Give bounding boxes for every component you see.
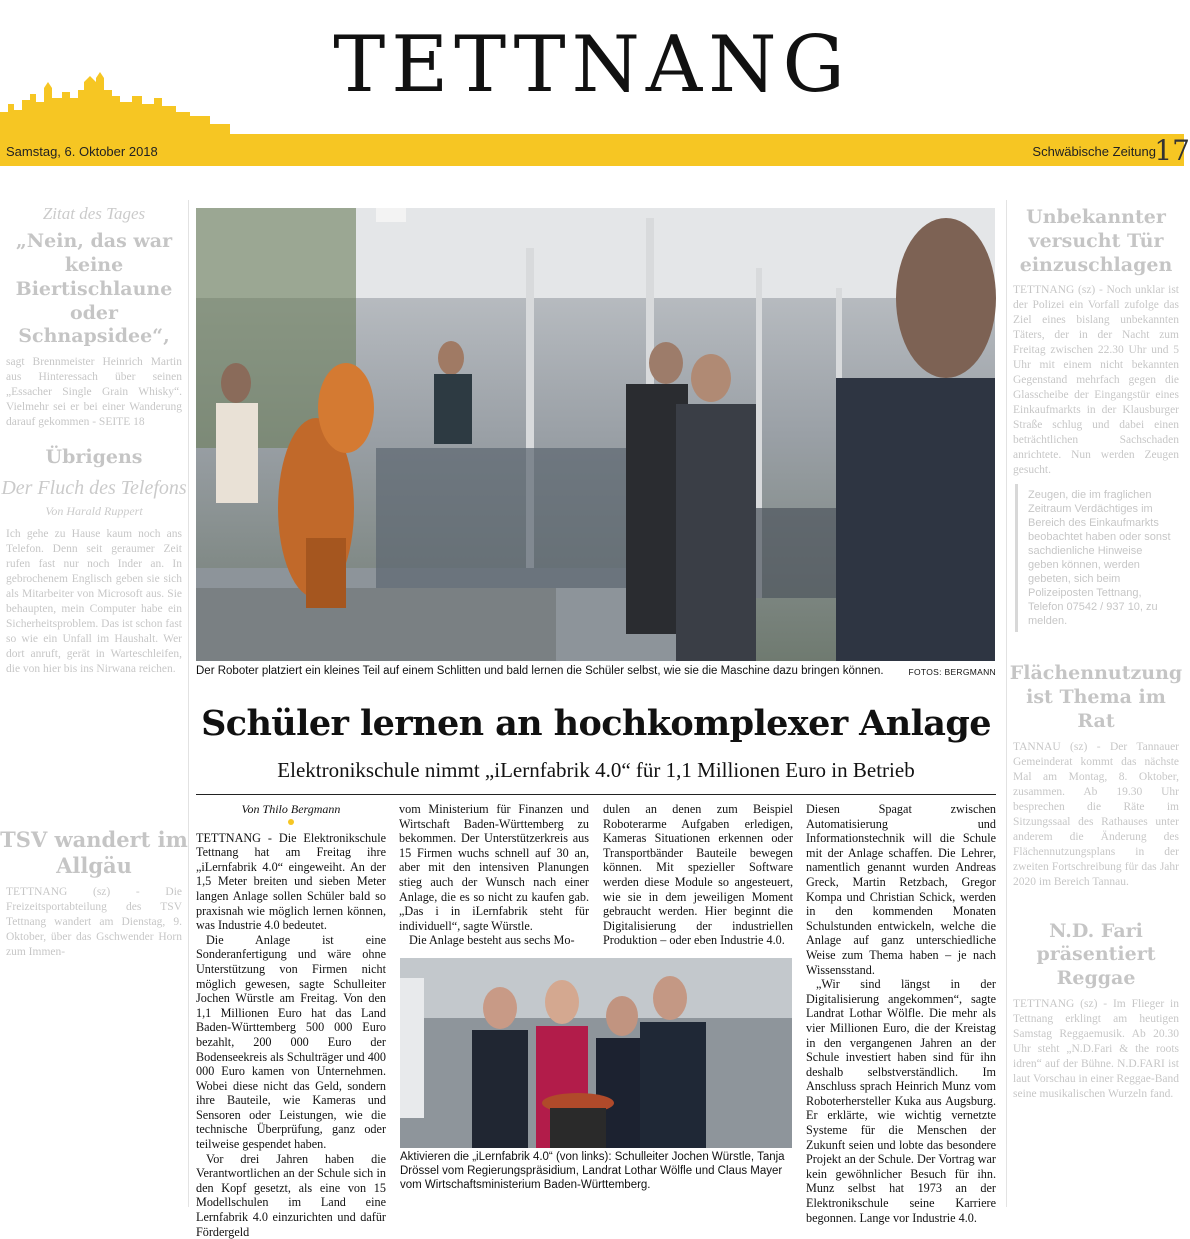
byline-text: Von Thilo Bergmann bbox=[241, 802, 341, 816]
paragraph: „Wir sind längst in der Digitalisierung angekommen“, sagte Landrat Lothar Wölfle. Die mehr als vier Millionen Euro, die der Kreistag in den vergangenen Jahren an der Schule investiert haben sind für ihn deshalb selbstverständlich. Im Anschluss sprach Heinrich Munz vom Roboterhersteller Kuka aus Augsburg. Er erklärte, wie wichtig vernetzte Systeme für die Menschen der Zukunft seien und lobte das besondere Projekt an der Schule. Der Vortrag war kein gewöhnlicher Besuch für ihn. Munz selbst hat 1973 an der Elektronikschule seine Karriere begonnen. Lange vor Industrie 4.0. bbox=[806, 977, 996, 1225]
glosse-title: Der Fluch des Telefons bbox=[1, 476, 187, 499]
headline-rule bbox=[196, 794, 996, 795]
uebrigens-heading: Übrigens bbox=[45, 446, 143, 469]
photo-caption-text: Der Roboter platziert ein kleines Teil auf einem Schlitten und bald lernen die Schüler selbst, wie sie die Maschine dazu bringen können. bbox=[196, 665, 884, 677]
article-column-2 bbox=[399, 802, 589, 948]
page-number: 17 bbox=[1154, 134, 1190, 167]
paragraph: dulen an denen zum Beispiel Roboterarme Aufgaben erledigen, Kameras Situationen erkennen oder Transportbänder Bauteile bewegen können. Mit spezieller Software werden diese Module so angesteuert, wie sie in dem jeweiligen Moment gebraucht werden. Hier beginnt die Digitalisierung der industriellen Produktion – oder eben Industrie 4.0. bbox=[603, 802, 793, 948]
ceremony-photo bbox=[400, 958, 792, 1148]
right-headline-2: Flächennutzung ist Thema im Rat bbox=[1009, 662, 1183, 732]
right-text-2: TANNAU (sz) - Der Tannauer Gemeinderat kommt das nächste Mal am Montag, 8. Oktober, zusammen. Ab 19.30 Uhr besprechen die Räte im Sitzungssaal des Rathauses unter anderem die Änderung des Flächennutzungsplans in der zweiten Fortschreibung für das Jahr 2020 im Bereich Tannau. bbox=[1013, 740, 1179, 888]
left-side-column bbox=[0, 200, 189, 1207]
tsv-text: TETTNANG (sz) - Die Freizeitsportabteilung des TSV Tettnang wandert am Dienstag, 9. Oktober, über das Gschwender Horn zum Immen- bbox=[6, 886, 182, 959]
robot-lab-photo bbox=[196, 208, 995, 661]
quote-attribution: sagt Brennmeister Heinrich Martin aus Hinteressach über seinen „Essacher Single Grain Whisky“. Vielmehr sei er bei einer Wanderung darauf gekommen - SEITE 18 bbox=[6, 356, 182, 429]
photo-credit: FOTOS: BERGMANN bbox=[908, 667, 996, 677]
right-side-column bbox=[1006, 200, 1185, 1207]
glosse-text: Ich gehe zu Hause kaum noch ans Telefon. Denn seit geraumer Zeit rufen fast nur noch Inder an. In gebrochenem Englisch geben sie sich als Mitarbeiter von Microsoft aus. Sie behaupten, mein Computer habe ein Sicherheitsproblem. Das ist schon fast so wie ein Unfall im Haushalt. Wer dort anruft, gerät in Warteschleifen, die von hier bis ins Nirwana reichen. bbox=[6, 527, 182, 675]
article-subheadline: Elektronikschule nimmt „iLernfabrik 4.0“ für 1,1 Millionen Euro in Betrieb bbox=[277, 758, 915, 782]
right-headline-3: N.D. Fari präsentiert Reggae bbox=[1036, 919, 1156, 989]
byline-dot-icon bbox=[288, 819, 294, 825]
article-column-1 bbox=[196, 802, 386, 1239]
witness-box: Zeugen, die im fraglichen Zeitraum Verdächtiges im Bereich des Einkaufmarkts beobachtet haben oder sonst sachdienliche Hinweise geben können, werden gebeten, sich beim Polizeiposten Tettnang, Telefon 07542 / 937 10, zu melden. bbox=[1015, 484, 1177, 632]
article-column-4 bbox=[806, 802, 996, 1225]
paragraph: TETTNANG - Die Elektronikschule Tettnang hat am Freitag ihre „iLernfabrik 4.0“ eingeweiht. An der 1,5 Meter breiten und sieben Meter langen Anlage sollen Schüler bald so praxisnah wie möglich lernen können, was Industrie 4.0 bedeutet. bbox=[196, 830, 386, 933]
newspaper-name: Schwäbische Zeitung bbox=[1032, 144, 1156, 159]
tsv-headline: TSV wandert im Allgäu bbox=[0, 826, 188, 879]
article-column-3 bbox=[603, 802, 793, 948]
newspaper-local-title: TETTNANG bbox=[333, 20, 851, 110]
article-headline: Schüler lernen an hochkomplexer Anlage bbox=[201, 703, 991, 744]
right-headline-1: Unbekannter versucht Tür einzuschlagen bbox=[1019, 206, 1173, 276]
ceremony-photo-caption: Aktivieren die „iLernfabrik 4.0“ (von links): Schulleiter Jochen Würstle, Tanja Drössel vom Regierungspräsidium, Landrat Lothar Wölfle und Claus Mayer vom Wirtschaftsministerium Baden-Württemberg. bbox=[400, 1151, 785, 1191]
town-skyline-logo bbox=[0, 68, 230, 136]
masthead-band bbox=[0, 134, 1184, 166]
article-byline bbox=[196, 802, 386, 825]
paragraph: vom Ministerium für Finanzen und Wirtschaft Baden-Württemberg zu bekommen. Der Unterstützerkreis aus 15 Firmen wuchs schnell auf 30 an, aber mit den intensiven Planungen stieg auch der Wunsch nach einer Anlage, die es so nicht zu kaufen gab. „Das i in iLernfabrik steht für individuell“, sagte Würstle. bbox=[399, 802, 589, 933]
glosse-byline: Von Harald Ruppert bbox=[45, 503, 143, 518]
right-text-1: TETTNANG (sz) - Noch unklar ist der Polizei ein Vorfall zufolge das Ziel eines bislang unbekannten Täters, der in der Nacht zum Freitag zwischen 22.30 Uhr und 5 Uhr mit einem nicht bekannten Gegenstand mehrfach gegen die Glasscheibe der Eingangstür eines Einkaufmarkts in der Klausburger Straße schlug und dabei einen beträchtlichen Sachschaden anrichtete. Nun werden Zeugen gesucht. bbox=[1013, 284, 1179, 477]
quote-label: Zitat des Tages bbox=[42, 204, 146, 223]
quote-text: „Nein, das war keine Biertischlaune oder Schnapsidee“, bbox=[15, 230, 173, 348]
paragraph: Die Anlage ist eine Sonderanfertigung und wäre ohne Unterstützung von Firmen nicht möglich gewesen, sagte Schulleiter Jochen Würstle am Freitag. Von den 1,1 Millionen Euro hat das Land Baden-Württemberg 500 000 Euro bezahlt, 200 000 Euro der Bodenseekreis als Schulträger und 400 000 Euro kamen von Unternehmen. Wobei diese nicht das Geld, sondern ihre Bauteile, wie Kameras und Sensoren oder Leistungen, wie die technische Überprüfung, ganz oder teilweise gespendet haben. bbox=[196, 932, 386, 1152]
issue-date: Samstag, 6. Oktober 2018 bbox=[6, 144, 158, 159]
photo-caption bbox=[196, 665, 996, 677]
paragraph: Diesen Spagat zwischen Automatisierung und Informationstechnik will die Schule mit der Anlage schaffen. Die Lehrer, namentlich genannt wurden Andreas Greck, Martin Retzbach, Gregor Kompa und Christian Schick, werden in den kommenden Monaten Schulstunden entwickeln, welche die Anlage auf ganz unterschiedliche Weise zum Thema haben – je nach Wissensstand. bbox=[806, 802, 996, 977]
paragraph: Vor drei Jahren haben die Verantwortlichen an der Schule sich in den Kopf gesetzt, als eine von 15 Modellschulen im Land eine Lernfabrik 4.0 einzurichten und dafür Fördergeld bbox=[196, 1151, 386, 1239]
paragraph: Die Anlage besteht aus sechs Mo- bbox=[409, 933, 575, 948]
right-text-3: TETTNANG (sz) - Im Flieger in Tettnang erklingt am heutigen Samstag Reggaemusik. Ab 20.30 Uhr steht „N.D.Fari & the roots idren“ auf der Bühne. N.D.FARI ist laut Vorschau in einer Reggae-Band seine musikalischen Wurzeln fand. bbox=[1013, 997, 1179, 1100]
